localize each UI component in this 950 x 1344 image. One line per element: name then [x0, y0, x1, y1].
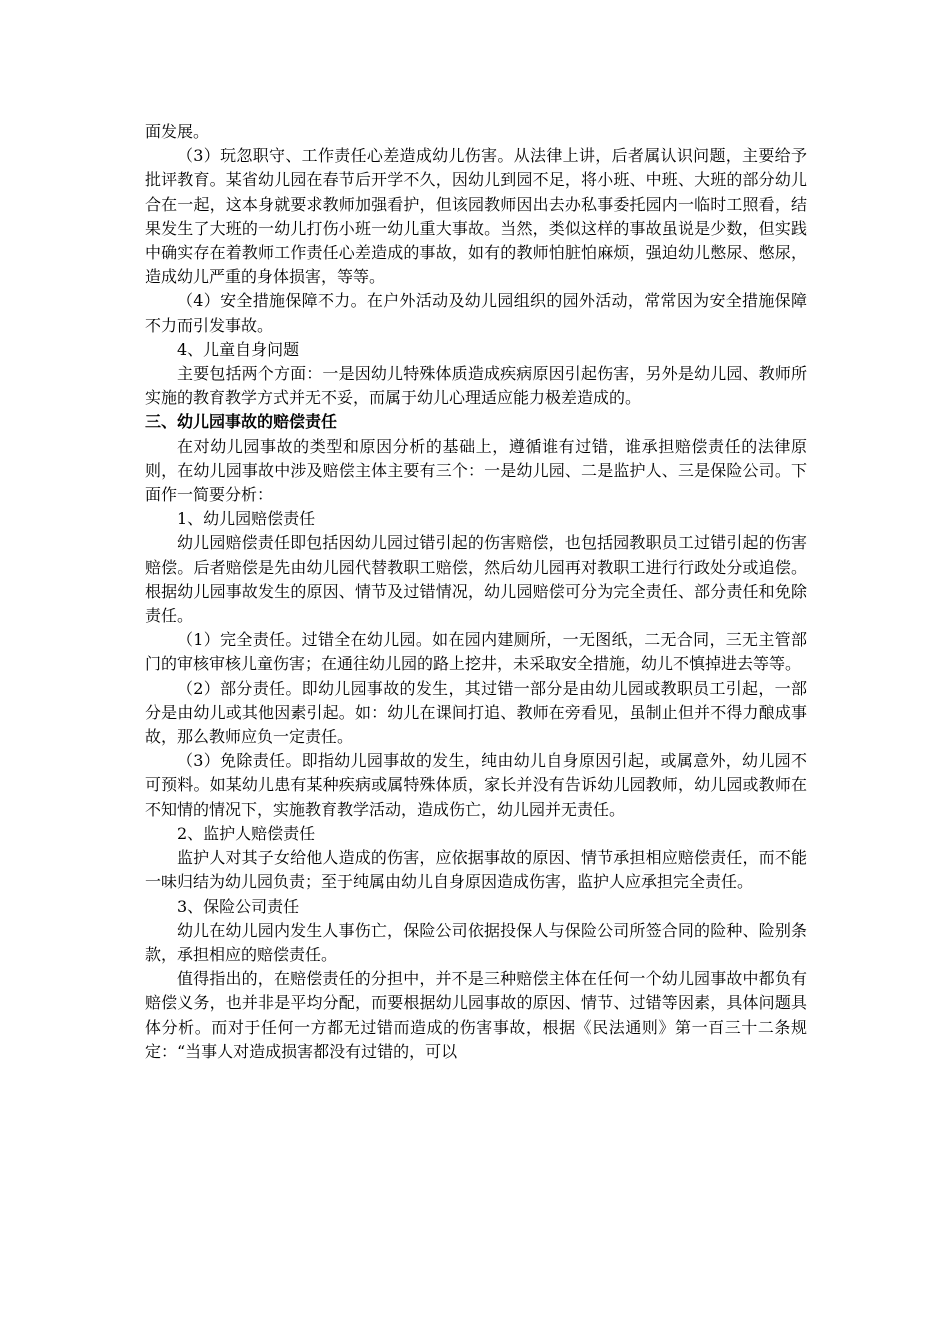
- paragraph: （3）玩忽职守、工作责任心差造成幼儿伤害。从法律上讲，后者属认识问题，主要给予批评教育。某省幼儿园在春节后开学不久，因幼儿到园不足，将小班、中班、大班的部分幼儿合在一起，这本身就要求教师加强看护，但该园教师因出去办私事委托园内一临时工照看，结果发生了大班的一幼儿打伤小班一幼儿重大事故。当然，类似这样的事故虽说是少数，但实践中确实存在着教师工作责任心差造成的事故，如有的教师怕脏怕麻烦，强迫幼儿憋尿、憋尿，造成幼儿严重的身体损害，等等。: [145, 146, 807, 287]
- subheading: 2、监护人赔偿责任: [177, 823, 316, 843]
- subheading: 1、幼儿园赔偿责任: [177, 509, 316, 529]
- paragraph: （1）完全责任。过错全在幼儿园。如在园内建厕所，一无图纸，二无合同，三无主管部门的审核审核儿童伤害；在通往幼儿园的路上挖井，未采取安全措施，幼儿不慎掉进去等等。: [145, 630, 807, 674]
- paragraph: 幼儿在幼儿园内发生人事伤亡，保险公司依据投保人与保险公司所签合同的险种、险别条款，承担相应的赔偿责任。: [145, 920, 807, 964]
- paragraph: 幼儿园赔偿责任即包括因幼儿园过错引起的伤害赔偿，也包括园教职员工过错引起的伤害赔偿。后者赔偿是先由幼儿园代替教职工赔偿，然后幼儿园再对教职工进行行政处分或追偿。根据幼儿园事故发生的原因、情节及过错情况，幼儿园赔偿可分为完全责任、部分责任和免除责任。: [145, 533, 807, 626]
- paragraph: （2）部分责任。即幼儿园事故的发生，其过错一部分是由幼儿园或教职员工引起，一部分是由幼儿或其他因素引起。如：幼儿在课间打追、教师在旁看见，虽制止但并不得力酿成事故，那么教师应负一定责任。: [145, 678, 807, 747]
- paragraph: 在对幼儿园事故的类型和原因分析的基础上，遵循谁有过错，谁承担赔偿责任的法律原则，在幼儿园事故中涉及赔偿主体主要有三个：一是幼儿园、二是监护人、三是保险公司。下面作一简要分析：: [145, 436, 807, 505]
- paragraph: 值得指出的，在赔偿责任的分担中，并不是三种赔偿主体在任何一个幼儿园事故中都负有赔偿义务，也并非是平均分配，而要根据幼儿园事故的原因、情节、过错等因素，具体问题具体分析。而对于任何一方都无过错而造成的伤害事故，根据《民法通则》第一百三十二条规定：“当事人对造成损害都没有过错的，可以: [145, 969, 807, 1061]
- document-page: [145, 120, 807, 1064]
- paragraph: 监护人对其子女给他人造成的伤害，应依据事故的原因、情节承担相应赔偿责任，而不能一味归结为幼儿园负责；至于纯属由幼儿自身原因造成伤害，监护人应承担完全责任。: [145, 848, 807, 892]
- paragraph: （4）安全措施保障不力。在户外活动及幼儿园组织的园外活动，常常因为安全措施保障不力而引发事故。: [145, 291, 807, 335]
- paragraph: （3）免除责任。即指幼儿园事故的发生，纯由幼儿自身原因引起，或属意外，幼儿园不可预料。如某幼儿患有某种疾病或属特殊体质，家长并没有告诉幼儿园教师，幼儿园或教师在不知情的情况下，实施教育教学活动，造成伤亡，幼儿园并无责任。: [145, 751, 807, 819]
- subheading: 3、保险公司责任: [177, 896, 300, 916]
- section-heading: 三、幼儿园事故的赔偿责任: [145, 412, 338, 432]
- paragraph: 主要包括两个方面：一是因幼儿特殊体质造成疾病原因引起伤害，另外是幼儿园、教师所实施的教育教学方式并无不妥，而属于幼儿心理适应能力极差造成的。: [145, 364, 807, 408]
- subheading: 4、儿童自身问题: [177, 339, 300, 359]
- paragraph: 面发展。: [145, 122, 210, 141]
